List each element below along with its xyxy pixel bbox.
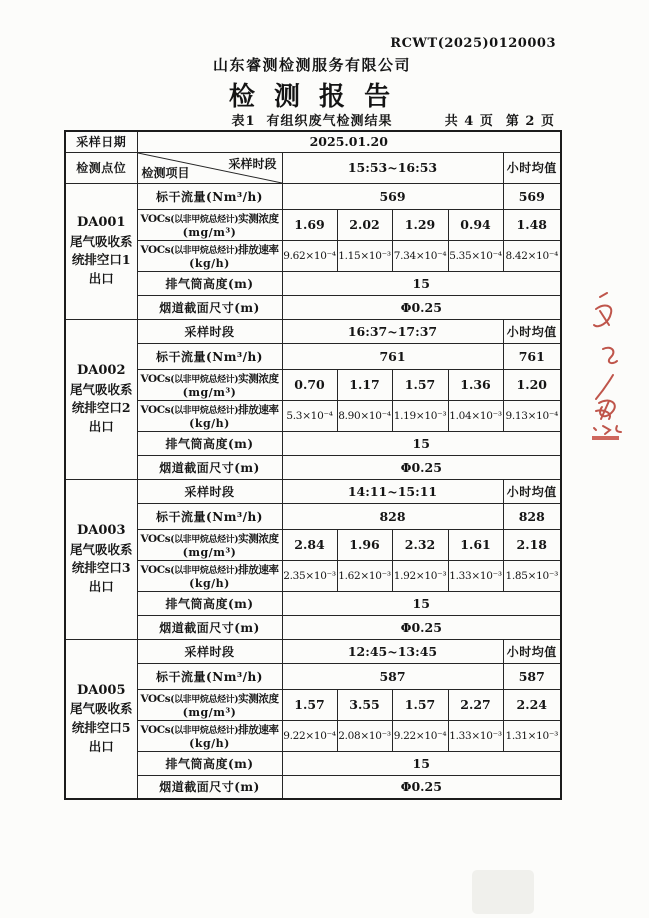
point-cell-da005 (65, 639, 137, 799)
flow-value: 569 (282, 183, 503, 209)
stack-height-label: 排气筒高度(m) (137, 751, 282, 775)
conc-value: 1.57 (392, 369, 448, 400)
rate-value: 1.92×10⁻³ (392, 560, 448, 591)
table-row (65, 319, 561, 343)
table-row (65, 431, 561, 455)
period-value: 12:45~13:45 (282, 639, 503, 663)
duct-size-label: 烟道截面尺寸(m) (137, 615, 282, 639)
conc-unit: (mg/m³) (182, 225, 237, 239)
period-label: 采样时段 (137, 319, 282, 343)
table-row (65, 529, 561, 560)
monitor-point-label: 检测点位 (65, 152, 137, 183)
rate-value: 1.62×10⁻³ (337, 560, 392, 591)
conc-avg: 2.18 (503, 529, 561, 560)
report-number: RCWT(2025)0120003 (390, 36, 556, 51)
conc-unit: (mg/m³) (182, 385, 237, 399)
conc-value: 1.96 (337, 529, 392, 560)
handwritten-red-annotation (586, 290, 634, 442)
period-value: 15:53~16:53 (282, 152, 503, 183)
hour-avg-label: 小时均值 (503, 319, 561, 343)
voc-prefix: VOCs (140, 372, 171, 385)
conc-value: 1.36 (448, 369, 503, 400)
table-row (65, 271, 561, 295)
conc-avg: 1.20 (503, 369, 561, 400)
conc-unit: (mg/m³) (182, 705, 237, 719)
conc-value: 1.69 (282, 209, 337, 240)
table-row (65, 720, 561, 751)
flow-label: 标干流量(Nm³/h) (137, 343, 282, 369)
report-title: 检 测 报 告 (228, 82, 396, 112)
table-row (65, 775, 561, 799)
table-row (65, 751, 561, 775)
rate-value: 2.08×10⁻³ (337, 720, 392, 751)
stack-height-value: 15 (282, 271, 561, 295)
flow-avg: 828 (503, 503, 561, 529)
sampling-date-row (65, 131, 561, 152)
voc-prefix: VOCs (140, 723, 171, 736)
rate-value: 9.62×10⁻⁴ (282, 240, 337, 271)
flow-value: 587 (282, 663, 503, 689)
conc-label (137, 689, 282, 720)
rate-label (137, 560, 282, 591)
point-cell-da001 (65, 183, 137, 319)
flow-avg: 761 (503, 343, 561, 369)
pages-total: 共 4 页 (444, 114, 494, 129)
table-row (65, 369, 561, 400)
stack-height-label: 排气筒高度(m) (137, 271, 282, 295)
conc-value: 0.70 (282, 369, 337, 400)
conc-value: 1.57 (282, 689, 337, 720)
voc-prefix: VOCs (140, 532, 171, 545)
rate-value: 9.22×10⁻⁴ (392, 720, 448, 751)
table-row (65, 455, 561, 479)
voc-qualifier: (以非甲烷总烃计) (170, 534, 239, 545)
stack-height-label: 排气筒高度(m) (137, 591, 282, 615)
period-label: 采样时段 (137, 639, 282, 663)
rate-avg: 9.13×10⁻⁴ (503, 400, 561, 431)
rate-avg: 1.85×10⁻³ (503, 560, 561, 591)
point-id: DA002 (77, 363, 126, 379)
period-value: 16:37~17:37 (282, 319, 503, 343)
rate-unit: (kg/h) (189, 256, 230, 270)
table-header-row (65, 152, 561, 183)
conc-suffix: 实测浓度 (238, 532, 279, 545)
point-name: 尾气吸收系统排空口5 (69, 701, 133, 736)
rate-value: 1.15×10⁻³ (337, 240, 392, 271)
point-name: 尾气吸收系统排空口2 (69, 381, 133, 416)
diagonal-period-label: 采样时段 (228, 156, 277, 171)
voc-prefix: VOCs (140, 243, 171, 256)
stack-height-value: 15 (282, 751, 561, 775)
voc-qualifier: (以非甲烷总烃计) (170, 214, 239, 225)
rate-value: 9.22×10⁻⁴ (282, 720, 337, 751)
point-outlet: 出口 (88, 738, 114, 754)
conc-avg: 2.24 (503, 689, 561, 720)
rate-value: 5.3×10⁻⁴ (282, 400, 337, 431)
sampling-date-label: 采样日期 (65, 131, 137, 152)
sampling-date-value: 2025.01.20 (137, 131, 561, 152)
voc-prefix: VOCs (140, 403, 171, 416)
hour-avg-label: 小时均值 (503, 479, 561, 503)
conc-label (137, 529, 282, 560)
rate-unit: (kg/h) (189, 416, 230, 430)
table-row (65, 560, 561, 591)
conc-value: 1.29 (392, 209, 448, 240)
flow-label: 标干流量(Nm³/h) (137, 663, 282, 689)
stack-height-value: 15 (282, 431, 561, 455)
table-caption: 表1 有组织废气检测结果 (231, 114, 393, 129)
rate-value: 5.35×10⁻⁴ (448, 240, 503, 271)
scan-smudge (472, 870, 534, 914)
rate-value: 8.90×10⁻⁴ (337, 400, 392, 431)
conc-suffix: 实测浓度 (238, 372, 279, 385)
conc-value: 2.02 (337, 209, 392, 240)
rate-value: 2.35×10⁻³ (282, 560, 337, 591)
conc-suffix: 实测浓度 (238, 692, 279, 705)
voc-prefix: VOCs (140, 212, 171, 225)
point-cell-da002 (65, 319, 137, 479)
duct-size-label: 烟道截面尺寸(m) (137, 775, 282, 799)
voc-qualifier: (以非甲烷总烃计) (170, 245, 239, 256)
table-row (65, 639, 561, 663)
diagonal-item-label: 检测项目 (141, 165, 190, 180)
results-table (64, 130, 562, 800)
table-row (65, 343, 561, 369)
period-label: 采样时段 (137, 479, 282, 503)
table-row (65, 591, 561, 615)
rate-label (137, 720, 282, 751)
voc-prefix: VOCs (140, 563, 171, 576)
voc-prefix: VOCs (140, 692, 171, 705)
conc-suffix: 实测浓度 (238, 212, 279, 225)
duct-size-value: Φ0.25 (282, 295, 561, 319)
table-row (65, 240, 561, 271)
stack-height-label: 排气筒高度(m) (137, 431, 282, 455)
rate-avg: 1.31×10⁻³ (503, 720, 561, 751)
rate-value: 1.04×10⁻³ (448, 400, 503, 431)
point-outlet: 出口 (88, 579, 114, 595)
point-outlet: 出口 (88, 271, 114, 287)
page-indicator (433, 110, 555, 129)
rate-suffix: 排放速率 (238, 243, 279, 256)
conc-unit: (mg/m³) (182, 545, 237, 559)
conc-avg: 1.48 (503, 209, 561, 240)
rate-value: 7.34×10⁻⁴ (392, 240, 448, 271)
rate-suffix: 排放速率 (238, 723, 279, 736)
duct-size-label: 烟道截面尺寸(m) (137, 455, 282, 479)
table-row (65, 503, 561, 529)
voc-qualifier: (以非甲烷总烃计) (170, 405, 239, 416)
voc-qualifier: (以非甲烷总烃计) (170, 565, 239, 576)
rate-label (137, 240, 282, 271)
table-row (65, 663, 561, 689)
point-outlet: 出口 (88, 419, 114, 435)
pages-current: 第 2 页 (505, 114, 555, 129)
point-id: DA005 (77, 682, 126, 698)
conc-label (137, 369, 282, 400)
flow-label: 标干流量(Nm³/h) (137, 183, 282, 209)
table-row (65, 209, 561, 240)
rate-unit: (kg/h) (189, 736, 230, 750)
voc-qualifier: (以非甲烷总烃计) (170, 374, 239, 385)
conc-value: 1.61 (448, 529, 503, 560)
period-value: 14:11~15:11 (282, 479, 503, 503)
table-row (65, 615, 561, 639)
flow-avg: 587 (503, 663, 561, 689)
conc-value: 0.94 (448, 209, 503, 240)
rate-suffix: 排放速率 (238, 563, 279, 576)
rate-value: 1.33×10⁻³ (448, 720, 503, 751)
table-row (65, 183, 561, 209)
conc-value: 2.32 (392, 529, 448, 560)
point-id: DA003 (77, 523, 126, 539)
point-name: 尾气吸收系统排空口3 (69, 541, 133, 576)
table-row (65, 400, 561, 431)
flow-avg: 569 (503, 183, 561, 209)
conc-value: 3.55 (337, 689, 392, 720)
hour-avg-label: 小时均值 (503, 639, 561, 663)
conc-label (137, 209, 282, 240)
duct-size-label: 烟道截面尺寸(m) (137, 295, 282, 319)
table-row (65, 295, 561, 319)
flow-value: 761 (282, 343, 503, 369)
rate-label (137, 400, 282, 431)
point-cell-da003 (65, 479, 137, 639)
table-row (65, 689, 561, 720)
voc-qualifier: (以非甲烷总烃计) (170, 725, 239, 736)
rate-value: 1.33×10⁻³ (448, 560, 503, 591)
conc-value: 1.17 (337, 369, 392, 400)
diagonal-header-cell (137, 152, 282, 183)
stack-height-value: 15 (282, 591, 561, 615)
duct-size-value: Φ0.25 (282, 455, 561, 479)
rate-suffix: 排放速率 (238, 403, 279, 416)
conc-value: 2.84 (282, 529, 337, 560)
point-id: DA001 (77, 215, 126, 231)
duct-size-value: Φ0.25 (282, 615, 561, 639)
point-name: 尾气吸收系统排空口1 (69, 233, 133, 268)
rate-value: 1.19×10⁻³ (392, 400, 448, 431)
rate-avg: 8.42×10⁻⁴ (503, 240, 561, 271)
hour-avg-label: 小时均值 (503, 152, 561, 183)
voc-qualifier: (以非甲烷总烃计) (170, 694, 239, 705)
flow-label: 标干流量(Nm³/h) (137, 503, 282, 529)
conc-value: 1.57 (392, 689, 448, 720)
company-name: 山东睿测检测服务有限公司 (212, 56, 411, 74)
flow-value: 828 (282, 503, 503, 529)
rate-unit: (kg/h) (189, 576, 230, 590)
duct-size-value: Φ0.25 (282, 775, 561, 799)
conc-value: 2.27 (448, 689, 503, 720)
table-row (65, 479, 561, 503)
